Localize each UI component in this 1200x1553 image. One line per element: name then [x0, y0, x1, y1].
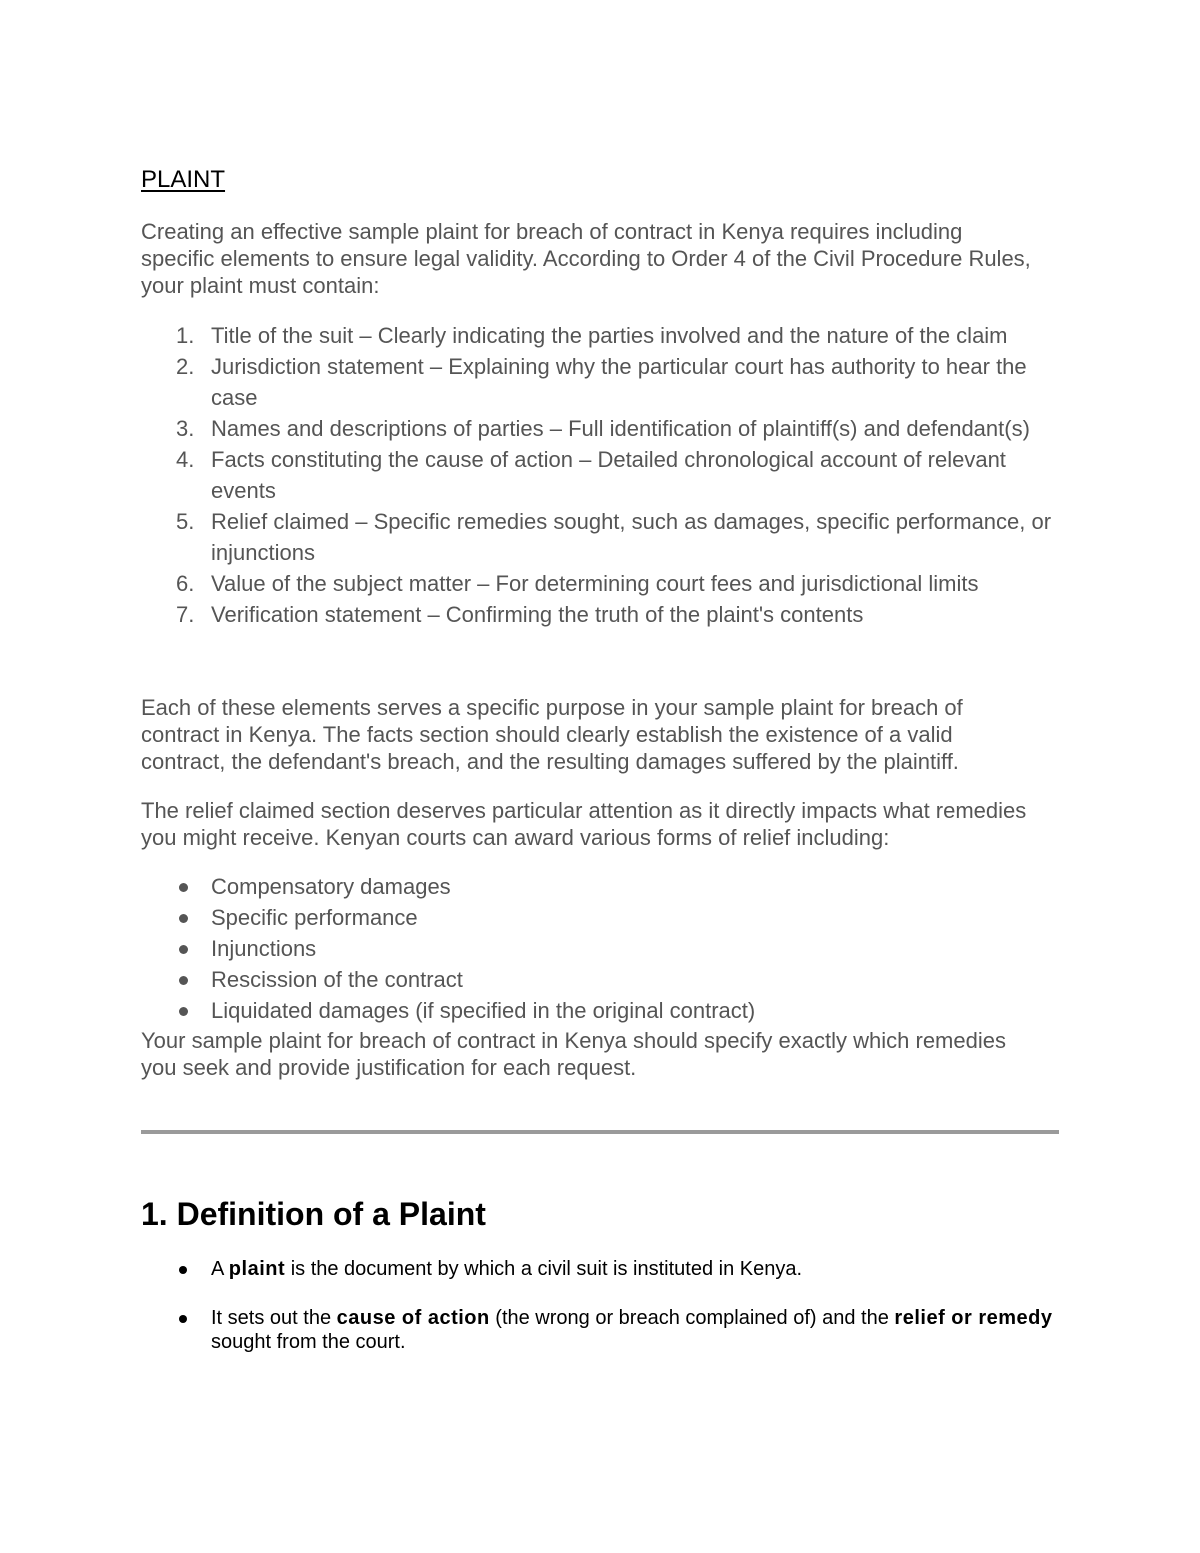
text-run: A: [211, 1258, 229, 1280]
text-run: sought from the court.: [211, 1331, 406, 1353]
list-number: 1.: [176, 323, 195, 348]
list-item: [141, 871, 755, 902]
list-item: [141, 933, 755, 964]
bold-term: relief or remedy: [894, 1307, 1053, 1329]
bullet-icon: [179, 883, 188, 892]
document-title: PLAINT: [141, 166, 226, 193]
list-item-text: Specific performance: [211, 905, 418, 930]
list-number: 2.: [176, 354, 195, 379]
list-number: 5.: [176, 509, 195, 534]
relief-intro-paragraph: The relief claimed section deserves particular attention as it directly impacts what remedies you might receive. Kenyan courts can award various forms of relief including:: [141, 798, 1027, 850]
bold-term: cause of action: [336, 1307, 490, 1329]
horizontal-divider: [141, 1130, 1059, 1134]
intro-paragraph: Creating an effective sample plaint for breach of contract in Kenya requires including specific elements to ensure legal validity. According to Order 4 of the Civil Procedure Rules, your plaint must contain:: [141, 219, 1031, 298]
bullet-icon: [179, 1315, 187, 1323]
section-heading: 1. Definition of a Plaint: [141, 1196, 486, 1232]
list-item-text: Names and descriptions of parties – Full identification of plaintiff(s) and defendant(s): [211, 416, 1030, 441]
requirements-list: [141, 320, 1059, 630]
definition-list: [141, 1257, 1059, 1379]
list-number: 7.: [176, 602, 195, 627]
list-item: [141, 413, 1059, 444]
bullet-icon: [179, 1266, 187, 1274]
bold-term: plaint: [228, 1258, 286, 1280]
list-item: [141, 506, 1059, 568]
list-item-text: Value of the subject matter – For determining court fees and jurisdictional limits: [211, 571, 979, 596]
list-item: [141, 568, 1059, 599]
list-number: 3.: [176, 416, 195, 441]
elements-paragraph: Each of these elements serves a specific purpose in your sample plaint for breach of contract in Kenya. The facts section should clearly establish the existence of a valid contract, the defendant's breach, and the resulting damages suffered by the plaintiff.: [141, 695, 963, 774]
list-item-text: Verification statement – Confirming the truth of the plaint's contents: [211, 602, 864, 627]
list-item-text: Facts constituting the cause of action – Detailed chronological account of relevant events: [211, 447, 1006, 503]
text-run: It sets out the: [211, 1307, 337, 1329]
text-run: (the wrong or breach complained of) and the: [489, 1307, 895, 1329]
list-item-text: Liquidated damages (if specified in the original contract): [211, 998, 756, 1023]
text-run: is the document by which a civil suit is instituted in Kenya.: [285, 1258, 803, 1280]
list-item: [141, 1257, 1059, 1281]
list-item-text: Jurisdiction statement – Explaining why the particular court has authority to hear the case: [211, 354, 1027, 410]
list-item-text: Rescission of the contract: [211, 967, 463, 992]
bullet-icon: [179, 976, 188, 985]
list-item: [141, 902, 755, 933]
bullet-icon: [179, 945, 188, 954]
list-item: [141, 599, 1059, 630]
list-item-text: Injunctions: [211, 936, 317, 961]
list-item-text: Title of the suit – Clearly indicating the parties involved and the nature of the claim: [211, 323, 1008, 348]
bullet-icon: [179, 1007, 188, 1016]
list-item: [141, 964, 755, 995]
list-item: [141, 1306, 1059, 1354]
closing-paragraph: Your sample plaint for breach of contract in Kenya should specify exactly which remedies you seek and provide justification for each request.: [141, 1028, 1006, 1080]
list-item: [141, 444, 1059, 506]
relief-list: [141, 871, 755, 1026]
list-item: [141, 995, 755, 1026]
list-number: 6.: [176, 571, 195, 596]
bullet-icon: [179, 914, 188, 923]
list-item: [141, 320, 1059, 351]
list-item-text: Relief claimed – Specific remedies sought, such as damages, specific performance, or injunctions: [211, 509, 1052, 565]
list-number: 4.: [176, 447, 195, 472]
list-item-text: Compensatory damages: [211, 874, 451, 899]
list-item: [141, 351, 1059, 413]
